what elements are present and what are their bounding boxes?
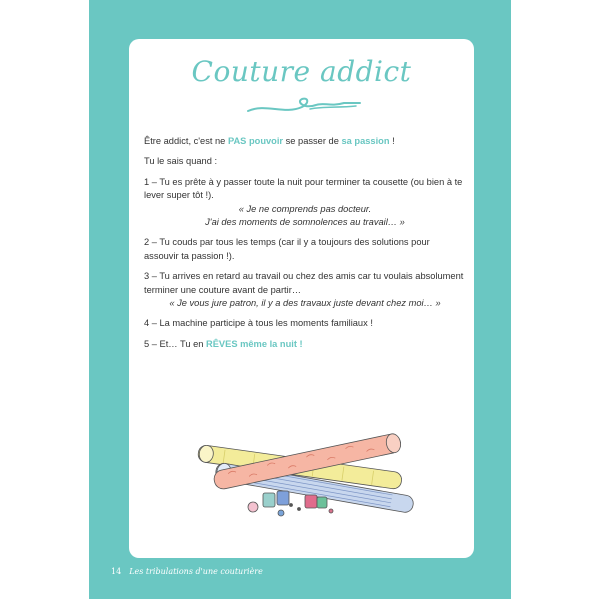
content-card: [129, 39, 474, 558]
highlight-reves: RÊVES même la nuit !: [206, 338, 303, 349]
quote-1-line-2: J'ai des moments de somnolences au travail… »: [205, 217, 405, 228]
highlight-pas-pouvoir: PAS pouvoir: [227, 136, 284, 146]
item-3: 3 – Tu arrives en retard au travail ou chez des amis car tu voulais absolument terminer une couture avant de partir…: [144, 271, 464, 295]
item-4: 4 – La machine participe à tous les moments familiaux !: [144, 318, 373, 329]
book-title: Les tribulations d'une couturière: [129, 567, 263, 576]
lead-text: Tu le sais quand :: [144, 156, 218, 167]
page-title: Couture addict: [191, 55, 412, 88]
item-2: 2 – Tu couds par tous les temps (car il y a toujours des solutions pour assouvir ta passion !).: [144, 237, 430, 261]
flourish-ornament: [244, 93, 364, 119]
item-5: 5 – Et… Tu en RÊVES même la nuit !: [144, 338, 303, 349]
quote-1-line-1: « Je ne comprends pas docteur.: [238, 203, 372, 214]
quote-3: « Je vous jure patron, il y a des travaux juste devant chez moi… »: [169, 298, 441, 309]
article-body: [144, 135, 466, 351]
page-number: 14: [111, 567, 122, 576]
item-1: 1 – Tu es prête à y passer toute la nuit pour terminer ta cousette (ou bien à te lever super tôt !).: [144, 176, 463, 201]
fabric-rolls-illustration: [183, 425, 428, 525]
highlight-sa-passion: sa passion: [341, 136, 390, 146]
page-footer: [111, 567, 263, 576]
intro-paragraph: Être addict, c'est ne PAS pouvoir se passer de sa passion !: [144, 136, 395, 146]
